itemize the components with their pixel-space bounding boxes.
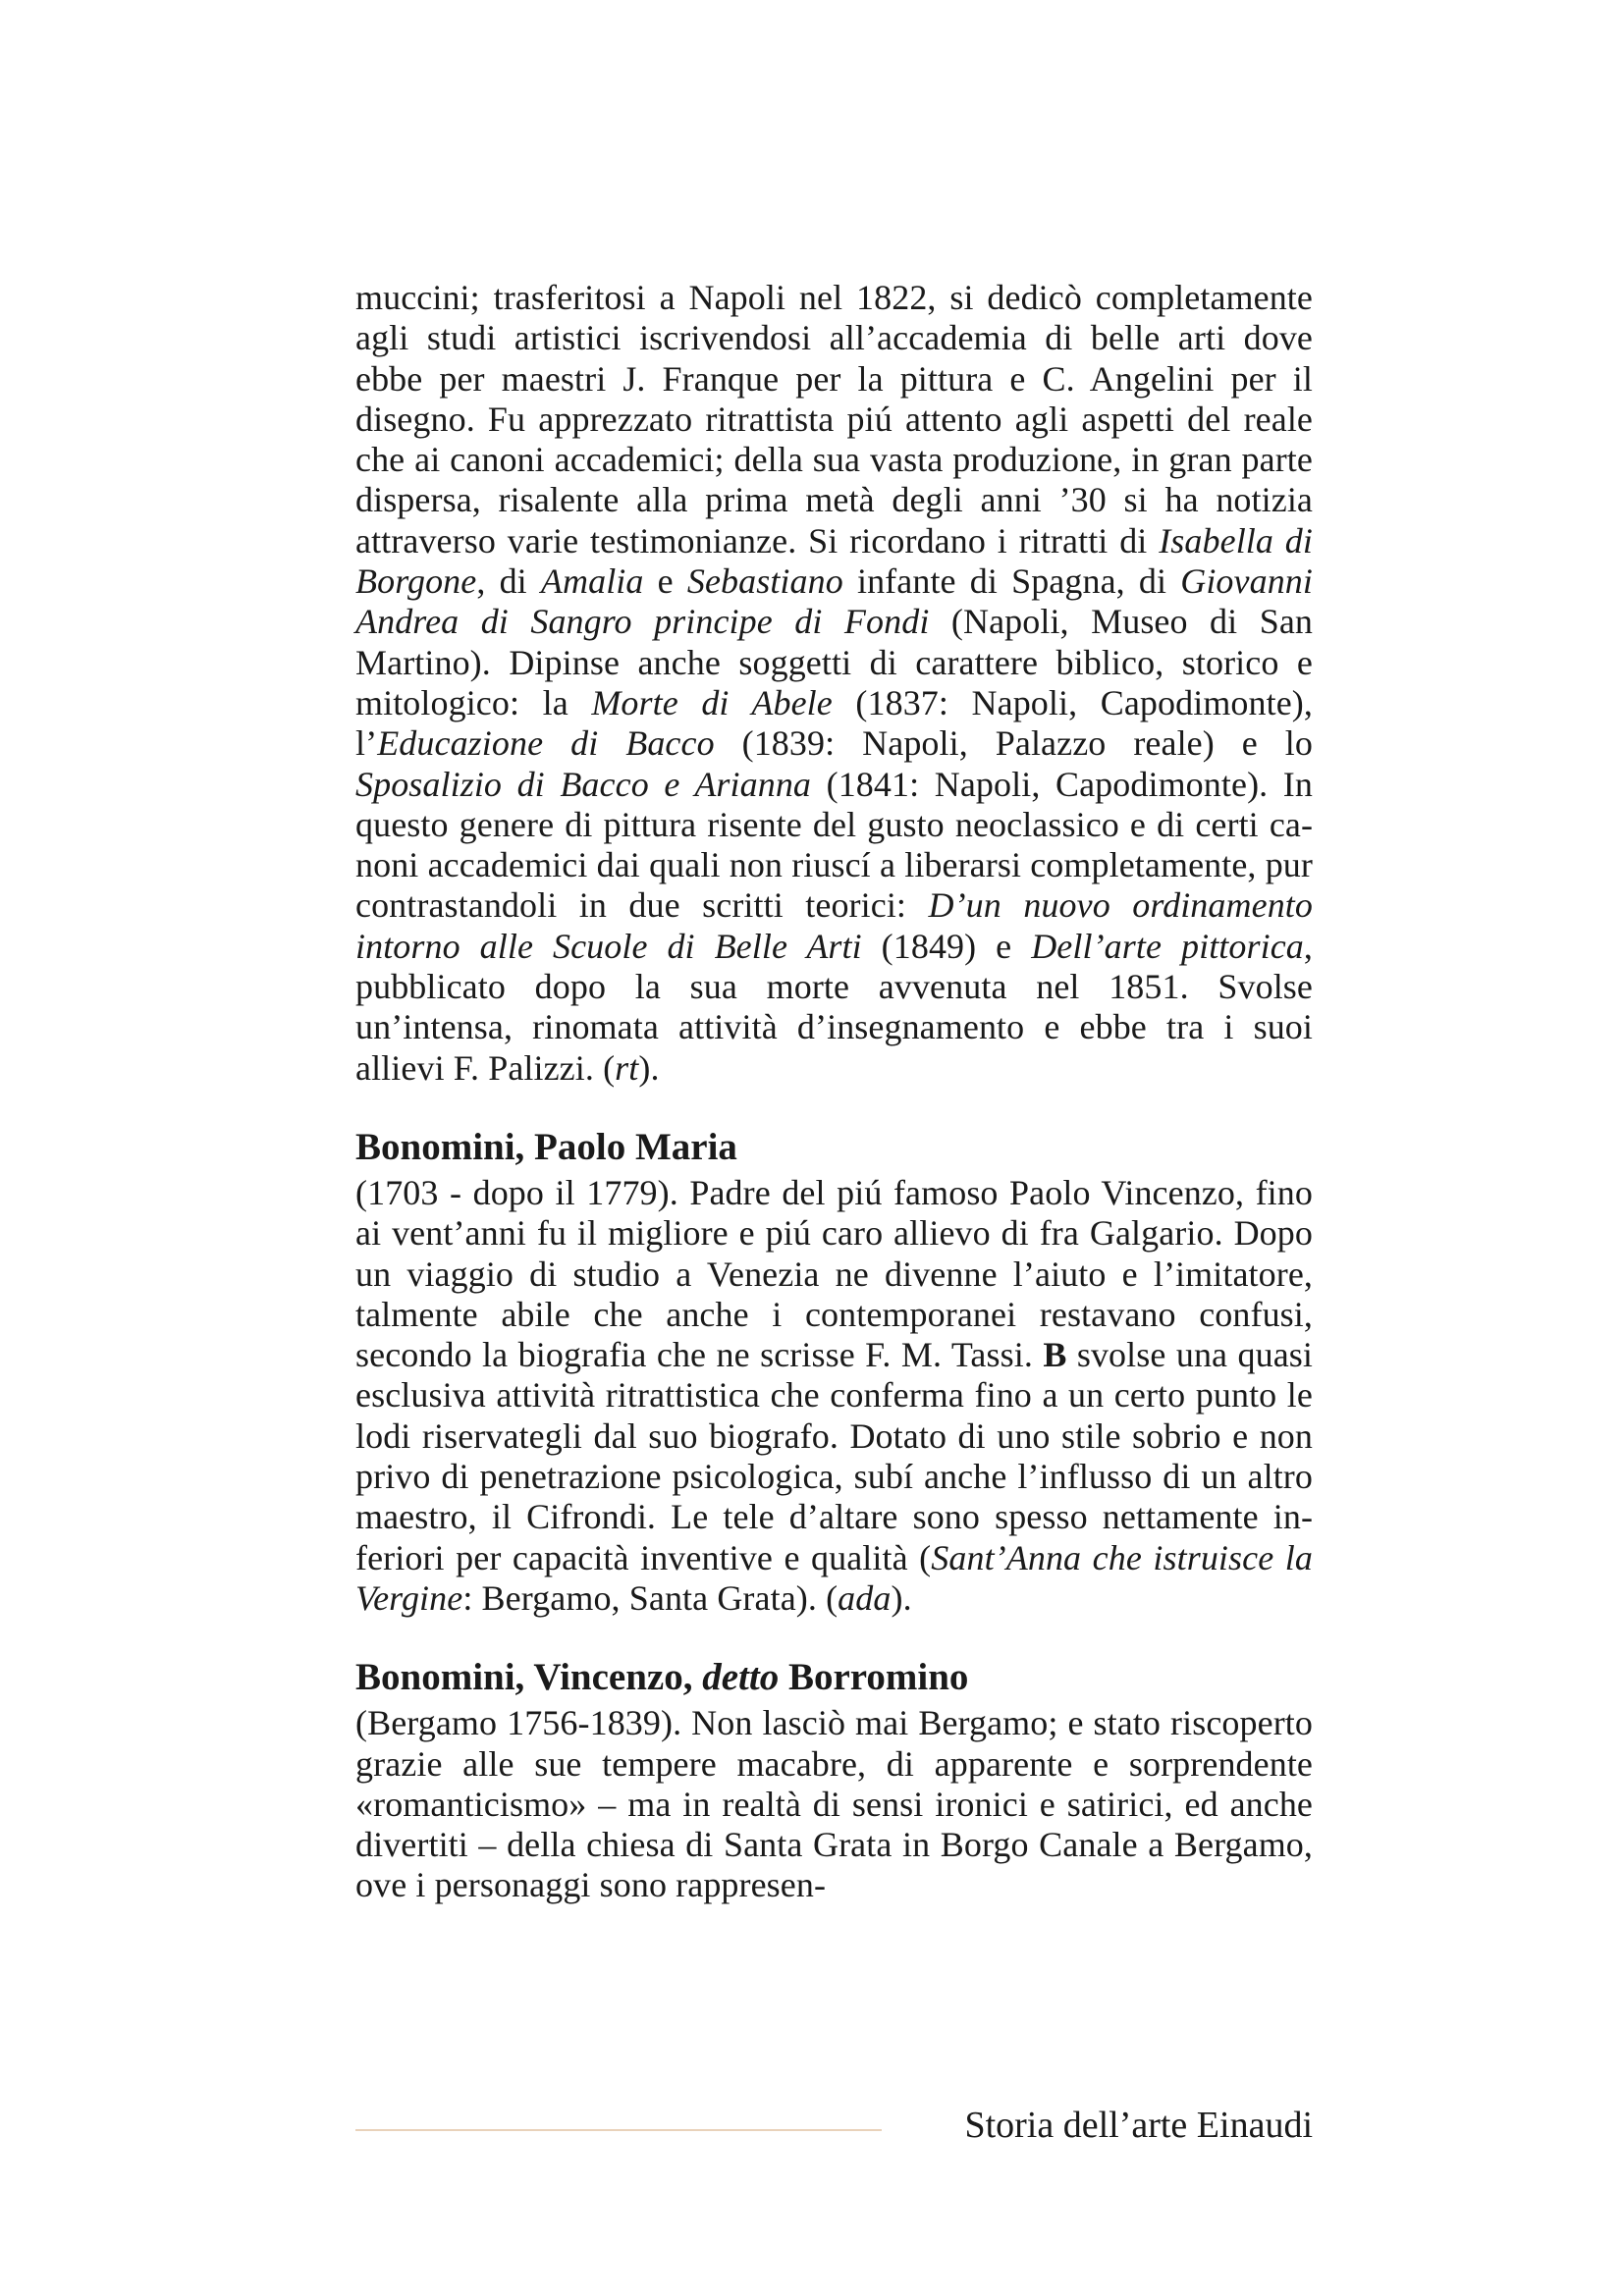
page-body [355, 278, 1313, 1906]
footer-rule [355, 2129, 882, 2131]
page-footer [355, 2101, 1313, 2150]
entry-heading-paolo-maria: Bonomini, Paolo Maria [355, 1125, 737, 1168]
entry-body-paolo-maria: (1703 - dopo il 1779). Padre del piú famoso Paolo Vincenzo, fino ai vent’anni fu il migliore e piú caro allievo di fra Galgario. Dopo un viaggio di studio a Venezia ne divenne l’aiuto e l’imitatore, talmente abile che anche i contemporanei restavano confusi, secondo la biografia che ne scrisse F. M. Tassi. B svolse una quasi esclusiva attività ritrattistica che conferma fino a un certo punto le lodi riservategli dal suo biografo. Dotato di uno stile sobrio e non privo di penetrazione psicologica, subí anche l’influsso di un altro maestro, il Cifrondi. Le tele d’altare sono spesso nettamente inferiori per capacità inventive e qualità (Sant’Anna che istruisce la Vergine: Bergamo, Santa Grata). (ada). [355, 1172, 1314, 1618]
entry-heading-vincenzo: Bonomini, Vincenzo, detto Borromino [355, 1656, 969, 1699]
footer-title: Storia dell’arte Einaudi [964, 2105, 1313, 2146]
entry-body-vincenzo: (Bergamo 1756-1839). Non lasciò mai Bergamo; e stato riscoperto grazie alle sue tempere macabre, di apparente e sorprendente «romanticismo» – ma in realtà di sensi ironici e satirici, ed anche divertiti – della chiesa di Santa Grata in Borgo Canale a Bergamo, ove i personaggi sono rappresen- [355, 1703, 1313, 1905]
continuation-paragraph: muccini; trasferitosi a Napoli nel 1822, si dedicò completamente agli studi artistici iscrivendosi all’accademia di belle arti dove ebbe per maestri J. Franque per la pittura e C. Angelini per il disegno. Fu apprezzato ritrattista piú attento agli aspetti del reale che ai canoni accademici; della sua vasta produzione, in gran parte dispersa, risalente alla prima metà degli anni ’30 si ha notizia attraverso varie testimonianze. Si ricordano i ritratti di Isabella di Borgone, di Amalia e Sebastiano infante di Spagna, di Giovanni Andrea di Sangro principe di Fondi (Napoli, Museo di San Martino). Dipinse anche soggetti di carattere biblico, storico e mitologico: la Morte di Abele (1837: Napoli, Capodimonte), l’Educazione di Bacco (1839: Napoli, Palazzo reale) e lo Sposalizio di Bacco e Arianna (1841: Napoli, Capodimonte). In questo genere di pittura risente del gusto neoclassico e di certi canoni accademici dai quali non riuscí a liberarsi completamente, pur contrastandoli in due scritti teorici: D’un nuovo ordinamento intorno alle Scuole di Belle Arti (1849) e Dell’arte pittorica, pubblicato dopo la sua morte avvenuta nel 1851. Svolse un’intensa, rinomata attività d’insegnamento e ebbe tra i suoi allievi F. Palizzi. (rt). [355, 278, 1314, 1088]
